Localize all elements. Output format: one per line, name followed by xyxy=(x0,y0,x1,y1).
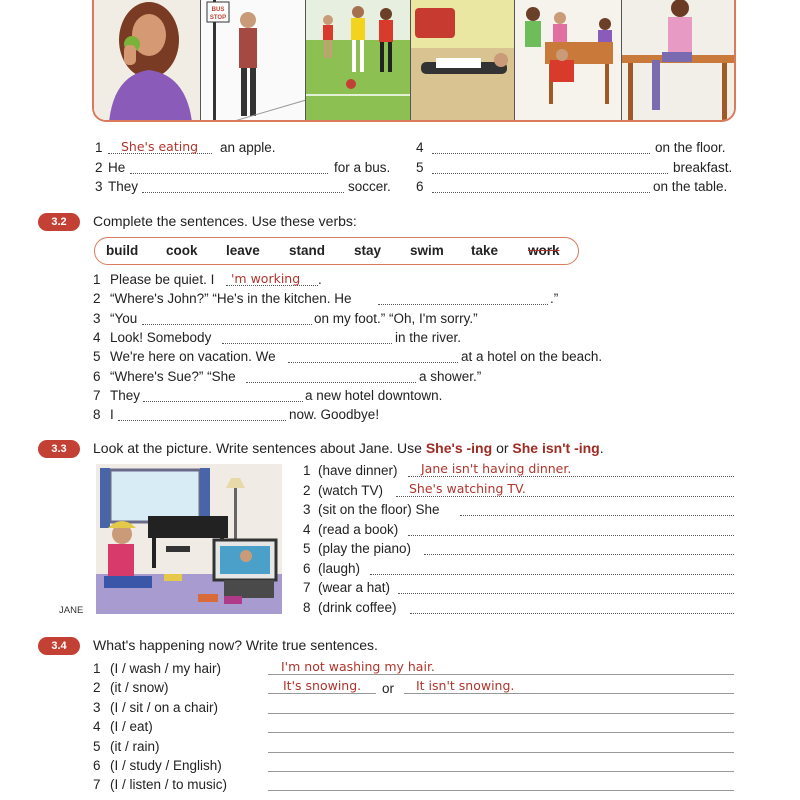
answer-text: I'm not washing my hair. xyxy=(281,659,435,674)
item-prompt: (it / rain) xyxy=(110,739,160,754)
item-prompt: (have dinner) xyxy=(318,463,398,478)
answer-blank[interactable] xyxy=(268,771,734,772)
answer-text-alt: It isn't snowing. xyxy=(416,678,515,693)
sentence-end: on the floor. xyxy=(655,140,726,155)
sentence-end: a shower.” xyxy=(419,369,482,384)
answer-blank[interactable] xyxy=(268,732,734,733)
answer-text: She's watching TV. xyxy=(409,481,526,496)
answer-blank[interactable] xyxy=(142,324,312,325)
verb-box xyxy=(94,237,579,265)
or-text: or xyxy=(382,681,395,696)
sentence-start: “Where's Sue?” “She xyxy=(110,369,236,384)
sentence-start: I xyxy=(110,407,114,422)
sentence-start: They xyxy=(110,388,141,403)
sentence-end: on the table. xyxy=(653,179,728,194)
sentence-end: on my foot.” “Oh, I'm sorry.” xyxy=(314,311,478,326)
or-text: or xyxy=(496,440,509,456)
item-number: 3 xyxy=(303,502,311,517)
sentence-start: “You xyxy=(110,311,138,326)
item-prompt: (wear a hat) xyxy=(318,580,391,595)
exercise-pictures-strip xyxy=(92,0,736,122)
item-number: 7 xyxy=(93,388,101,403)
item-prompt: (drink coffee) xyxy=(318,600,397,615)
item-prompt: (laugh) xyxy=(318,561,361,576)
sentence-end: . xyxy=(318,272,322,287)
item-number: 5 xyxy=(93,739,101,754)
item-number: 4 xyxy=(416,140,424,155)
item-prompt: (I / wash / my hair) xyxy=(110,661,222,676)
answer-blank[interactable] xyxy=(432,173,668,174)
exercise-3-4-instruction: What's happening now? Write true sentences. xyxy=(93,637,378,653)
picture-caption: JANE xyxy=(59,605,84,616)
verb-stay: stay xyxy=(354,243,382,258)
answer-blank[interactable] xyxy=(268,752,734,753)
item-number: 7 xyxy=(303,580,311,595)
picture-lying-on-floor xyxy=(411,0,515,122)
verb-work-used: work xyxy=(528,243,560,258)
item-number: 5 xyxy=(93,349,101,364)
item-prompt: (I / sit / on a chair) xyxy=(110,700,219,715)
item-number: 7 xyxy=(93,777,101,792)
sentence-start: Look! Somebody xyxy=(110,330,212,345)
answer-blank[interactable] xyxy=(432,192,650,193)
item-number: 6 xyxy=(93,758,101,773)
sentence-end: a new hotel downtown. xyxy=(305,388,443,403)
item-prompt: (it / snow) xyxy=(110,680,169,695)
item-number: 2 xyxy=(93,291,101,306)
picture-woman-eating-apple xyxy=(94,0,201,122)
answer-text: It's snowing. xyxy=(283,678,362,693)
sentence-end: soccer. xyxy=(348,179,391,194)
sentence-end: at a hotel on the beach. xyxy=(461,349,603,364)
svg-text:STOP: STOP xyxy=(209,15,227,21)
answer-blank[interactable] xyxy=(222,343,392,344)
exercise-badge-3-4: 3.4 xyxy=(38,637,80,655)
answer-blank[interactable] xyxy=(288,362,458,363)
answer-blank[interactable] xyxy=(408,535,734,536)
answer-blank[interactable] xyxy=(246,382,416,383)
answer-blank[interactable] xyxy=(268,790,734,791)
sentence-start: Please be quiet. I xyxy=(110,272,215,287)
item-number: 4 xyxy=(93,330,101,345)
item-number: 2 xyxy=(303,483,311,498)
exercise-badge-3-2: 3.2 xyxy=(38,213,80,231)
item-number: 2 xyxy=(93,680,101,695)
answer-blank[interactable] xyxy=(370,574,734,575)
verb-stand: stand xyxy=(289,243,326,258)
item-number: 1 xyxy=(93,661,101,676)
sentence-end: now. Goodbye! xyxy=(289,407,380,422)
sentence-start: He xyxy=(108,160,126,175)
sentence-end: an apple. xyxy=(220,140,276,155)
answer-blank[interactable] xyxy=(398,593,734,594)
item-number: 5 xyxy=(416,160,424,175)
item-number: 4 xyxy=(93,719,101,734)
answer-blank[interactable] xyxy=(460,515,734,516)
verb-cook: cook xyxy=(166,243,198,258)
verb-take: take xyxy=(471,243,499,258)
item-number: 8 xyxy=(93,407,101,422)
exercise-3-3-instruction xyxy=(93,440,604,456)
answer-text: She's eating xyxy=(121,139,199,154)
verb-build: build xyxy=(106,243,139,258)
answer-text: Jane isn't having dinner. xyxy=(421,461,572,476)
answer-blank[interactable] xyxy=(130,173,328,174)
item-number: 2 xyxy=(95,160,103,175)
verb-swim: swim xyxy=(410,243,444,258)
sentence-end: in the river. xyxy=(395,330,462,345)
answer-blank[interactable] xyxy=(432,153,650,154)
item-prompt: (play the piano) xyxy=(318,541,412,556)
item-number: 3 xyxy=(93,700,101,715)
answer-text: 'm working xyxy=(231,271,301,286)
item-number: 1 xyxy=(303,463,311,478)
instruction-text: Look at the picture. Write sentences about Jane. Use xyxy=(93,440,422,456)
sentence-end: .” xyxy=(550,291,559,306)
answer-blank[interactable] xyxy=(142,192,344,193)
item-number: 6 xyxy=(93,369,101,384)
item-prompt: (sit on the floor) She xyxy=(318,502,440,517)
use-form-positive: She's -ing xyxy=(425,440,493,456)
item-number: 3 xyxy=(93,311,101,326)
item-prompt: (I / listen / to music) xyxy=(110,777,228,792)
item-number: 6 xyxy=(303,561,311,576)
use-form-negative: She isn't -ing xyxy=(512,440,600,456)
answer-blank[interactable] xyxy=(268,713,734,714)
answer-blank[interactable] xyxy=(118,420,286,421)
item-number: 6 xyxy=(416,179,424,194)
sentence-end: breakfast. xyxy=(673,160,733,175)
answer-blank[interactable] xyxy=(424,554,734,555)
exercise-3-2-instruction: Complete the sentences. Use these verbs: xyxy=(93,213,357,229)
period: . xyxy=(599,440,604,456)
answer-blank[interactable] xyxy=(143,401,303,402)
picture-sitting-on-table xyxy=(622,0,736,122)
answer-blank[interactable] xyxy=(410,613,734,614)
picture-jane-room xyxy=(96,464,282,614)
item-number: 3 xyxy=(95,179,103,194)
item-number: 4 xyxy=(303,522,311,537)
sentence-start: They xyxy=(108,179,139,194)
svg-text:BUS: BUS xyxy=(211,7,225,13)
picture-man-bus-stop xyxy=(201,0,306,122)
picture-playing-soccer xyxy=(306,0,411,122)
item-prompt: (I / study / English) xyxy=(110,758,222,773)
answer-blank[interactable] xyxy=(378,304,548,305)
item-prompt: (read a book) xyxy=(318,522,399,537)
item-number: 8 xyxy=(303,600,311,615)
item-number: 1 xyxy=(93,272,101,287)
item-number: 1 xyxy=(95,140,103,155)
verb-leave: leave xyxy=(226,243,260,258)
item-number: 5 xyxy=(303,541,311,556)
item-prompt: (watch TV) xyxy=(318,483,384,498)
sentence-start: “Where's John?” “He's in the kitchen. He xyxy=(110,291,352,306)
item-prompt: (I / eat) xyxy=(110,719,153,734)
exercise-badge-3-3: 3.3 xyxy=(38,440,80,458)
picture-family-breakfast xyxy=(515,0,622,122)
sentence-end: for a bus. xyxy=(334,160,391,175)
sentence-start: We're here on vacation. We xyxy=(110,349,276,364)
